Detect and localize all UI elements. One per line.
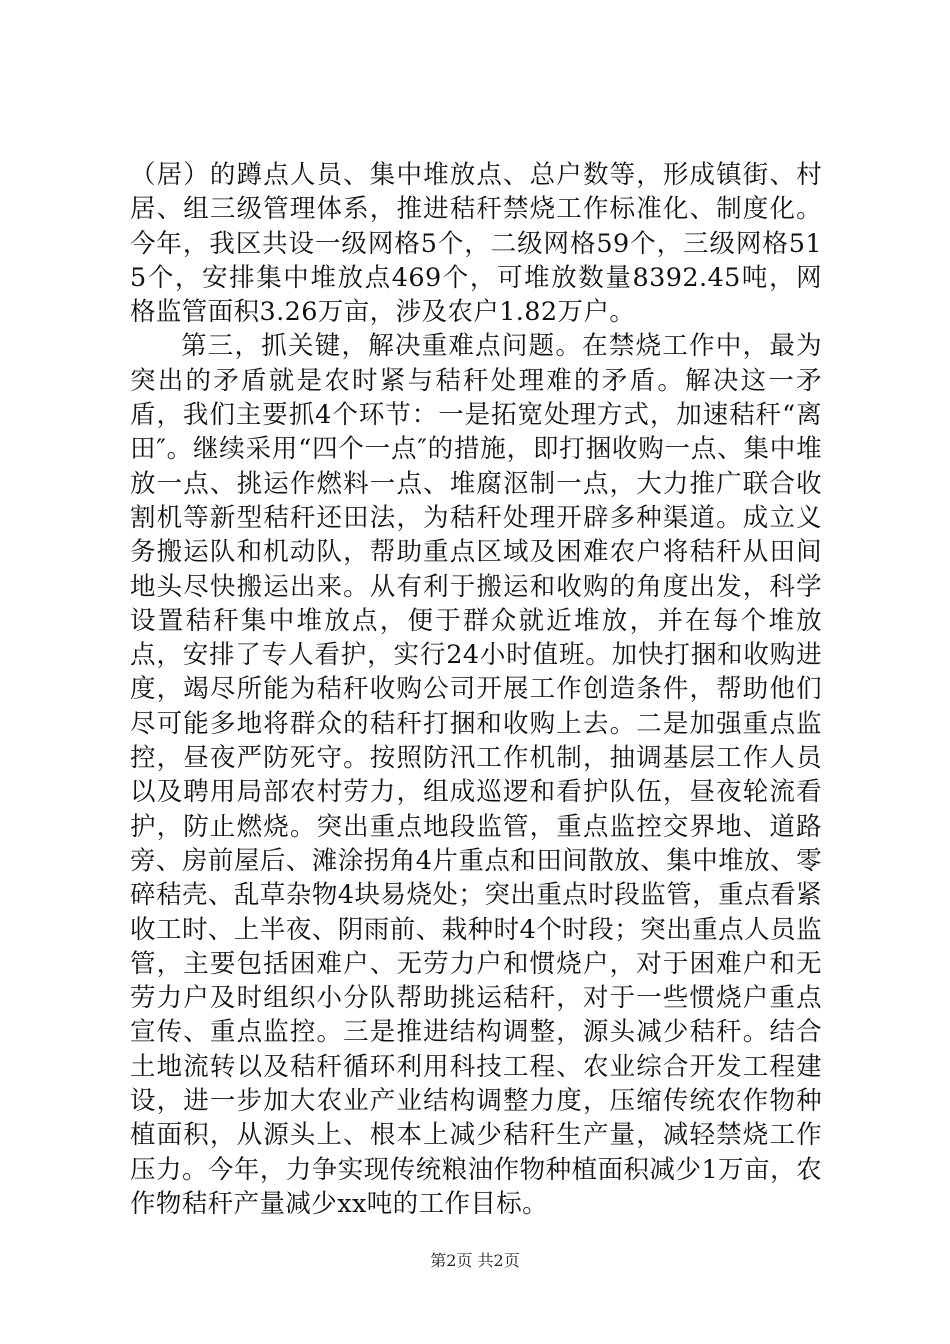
paragraph-third-point: 第三，抓关键，解决重难点问题。在禁烧工作中，最为突出的矛盾就是农时紧与秸秆处理难的矛盾。解决这一矛盾，我们主要抓4个环节：一是拓宽处理方式，加速秸秆“离田″。继续采用“四个一点″的措施，即打捆收购一点、集中堆放一点、挑运作燃料一点、堆腐沤制一点，大力推广联合收割机等新型秸秆还田法，为秸秆处理开辟多种渠道。成立义务搬运队和机动队，帮助重点区域及困难农户将秸秆从田间地头尽快搬运出来。从有利于搬运和收购的角度出发，科学设置秸秆集中堆放点，便于群众就近堆放，并在每个堆放点，安排了专人看护，实行24小时值班。加快打捆和收购进度，竭尽所能为秸秆收购公司开展工作创造条件，帮助他们尽可能多地将群众的秸秆打捆和收购上去。二是加强重点监控，昼夜严防死守。按照防汛工作机制，抽调基层工作人员以及聘用局部农村劳力，组成巡逻和看护队伍，昼夜轮流看护，防止燃烧。突出重点地段监管，重点监控交界地、道路旁、房前屋后、滩涂拐角4片重点和田间散放、集中堆放、零碎秸壳、乱草杂物4块易烧处；突出重点时段监管，重点看紧收工时、上半夜、阴雨前、栽种时4个时段；突出重点人员监管，主要包括困难户、无劳力户和惯烧户，对于困难户和无劳力户及时组织小分队帮助挑运秸秆，对于一些惯烧户重点宣传、重点监控。三是推进结构调整，源头减少秸秆。结合土地流转以及秸秆循环利用科技工程、农业综合开发工程建设，进一步加大农业产业结构调整力度，压缩传统农作物种植面积，从源头上、根本上减少秸秆生产量，减轻禁烧工作压力。今年，力争实现传统粮油作物种植面积减少1万亩，农作物秸秆产量减少xx吨的工作目标。 xyxy=(130,331,822,1219)
paragraph-continued: （居）的蹲点人员、集中堆放点、总户数等，形成镇街、村居、组三级管理体系，推进秸秆禁烧工作标准化、制度化。今年，我区共设一级网格5个，二级网格59个，三级网格515个，安排集中堆放点469个，可堆放数量8392.45吨，网格监管面积3.26万亩，涉及农户1.82万户。 xyxy=(130,160,822,328)
document-body xyxy=(130,158,822,1221)
page-number-footer: 第2页 共2页 xyxy=(430,1251,520,1270)
